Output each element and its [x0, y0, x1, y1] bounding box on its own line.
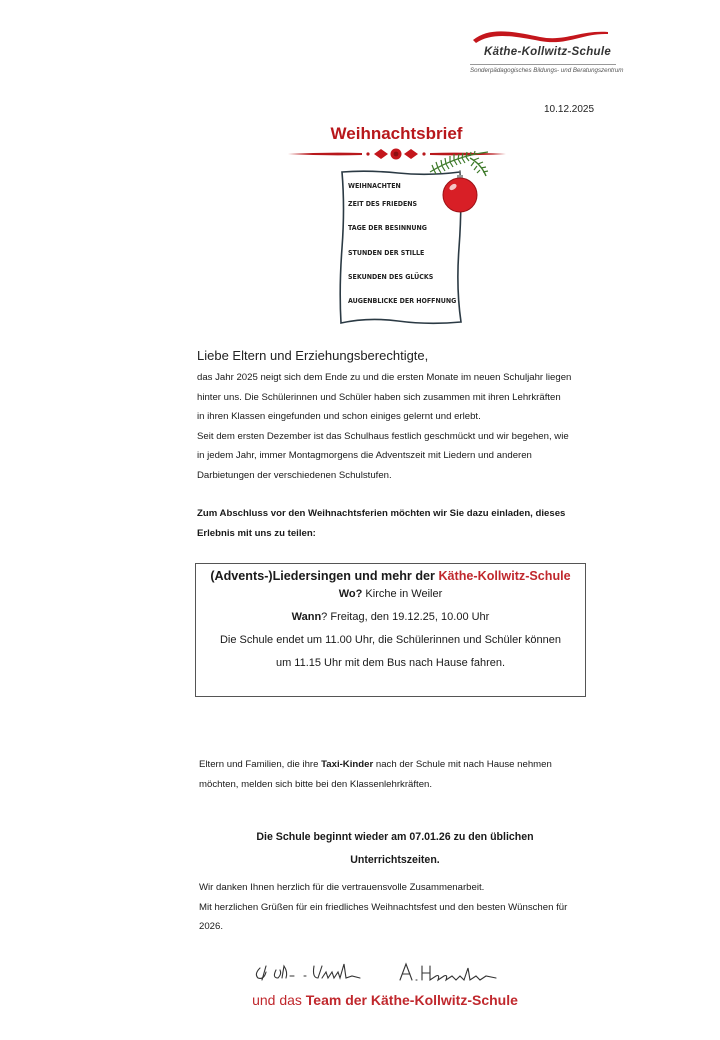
event-where-value: Kirche in Weiler — [362, 588, 443, 600]
greeting: Liebe Eltern und Erziehungsberechtigte, — [197, 348, 429, 363]
taxi-line-2: möchten, melden sich bitte bei den Klassenlehrkräften. — [199, 778, 433, 790]
invitation-paragraph — [197, 504, 597, 543]
logo-subtitle: Sonderpädagogisches Bildungs- und Beratungszentrum — [470, 67, 624, 74]
logo-school-name: Käthe-Kollwitz-Schule — [484, 46, 612, 58]
event-note-2: um 11.15 Uhr mit dem Bus nach Hause fahren. — [275, 657, 506, 669]
event-when-label: Wann — [291, 611, 322, 623]
letter-title: Weihnachtsbrief — [330, 124, 463, 143]
poem-line: ZEIT DES FRIEDENS — [348, 200, 418, 208]
taxi-paragraph — [199, 755, 599, 794]
taxi-text: nach der Schule mit nach Hause nehmen — [373, 759, 552, 770]
intro-line: Seit dem ersten Dezember ist das Schulhaus festlich geschmückt und wir begehen, wie — [197, 430, 569, 442]
signature-1 — [252, 958, 372, 986]
event-heading-text: (Advents-)Liedersingen und mehr der — [210, 569, 439, 583]
poem-line: SEKUNDEN DES GLÜCKS — [348, 273, 434, 281]
event-when-value: ? Freitag, den 19.12.25, 10.00 Uhr — [321, 611, 490, 623]
signature-2 — [398, 960, 498, 986]
invite-line: Zum Abschluss vor den Weihnachtsferien möchten wir Sie dazu einladen, dieses — [197, 508, 566, 519]
event-where — [196, 583, 585, 606]
christmas-bauble-icon — [426, 150, 498, 222]
team-sign-off — [0, 992, 720, 1008]
poem-line: WEIHNACHTEN — [348, 182, 401, 190]
intro-line: Darbietungen der verschiedenen Schulstufen. — [197, 469, 392, 481]
thanks-line: 2026. — [199, 921, 224, 933]
event-when — [196, 606, 585, 629]
taxi-line-1 — [199, 755, 599, 775]
intro-line: hinter uns. Die Schülerinnen und Schüler haben sich zusammen mit ihren Lehrkräften — [197, 391, 561, 403]
event-heading — [196, 569, 585, 583]
event-note-1: Die Schule endet um 11.00 Uhr, die Schülerinnen und Schüler können — [219, 634, 562, 646]
event-box — [195, 563, 586, 697]
restart-line: Unterrichtszeiten. — [350, 854, 440, 866]
school-logo — [470, 24, 624, 80]
event-heading-school: Käthe-Kollwitz-Schule — [438, 569, 571, 583]
taxi-kinder-bold: Taxi-Kinder — [321, 759, 374, 770]
team-name: Team der Käthe-Kollwitz-Schule — [305, 992, 518, 1008]
intro-line: das Jahr 2025 neigt sich dem Ende zu und die ersten Monate im neuen Schuljahr liegen — [197, 372, 572, 383]
event-where-label: Wo? — [338, 588, 363, 600]
logo-rule — [470, 64, 616, 65]
team-pre: und das — [252, 992, 306, 1008]
thanks-line: Mit herzlichen Grüßen für ein friedliches Weihnachtsfest und den besten Wünschen für — [199, 901, 568, 913]
school-restart-notice — [190, 826, 600, 872]
invite-line: Erlebnis mit uns zu teilen: — [197, 527, 316, 539]
intro-paragraph — [197, 368, 597, 486]
logo-swoosh-icon — [470, 24, 610, 46]
letter-date: 10.12.2025 — [544, 104, 595, 115]
poem-line: TAGE DER BESINNUNG — [348, 224, 427, 232]
thanks-line: Wir danken Ihnen herzlich für die vertrauensvolle Zusammenarbeit. — [199, 882, 485, 893]
intro-line: in ihren Klassen eingefunden und schon einiges gelernt und erlebt. — [197, 411, 481, 423]
poem-line: STUNDEN DER STILLE — [348, 249, 425, 257]
poem-line: AUGENBLICKE DER HOFFNUNG — [348, 297, 457, 305]
closing-paragraph — [199, 878, 599, 937]
taxi-text: Eltern und Familien, die ihre — [199, 759, 322, 770]
intro-line: in jedem Jahr, immer Montagmorgens die Adventszeit mit Liedern und anderen — [197, 450, 532, 462]
restart-line: Die Schule beginnt wieder am 07.01.26 zu den üblichen — [256, 831, 534, 843]
